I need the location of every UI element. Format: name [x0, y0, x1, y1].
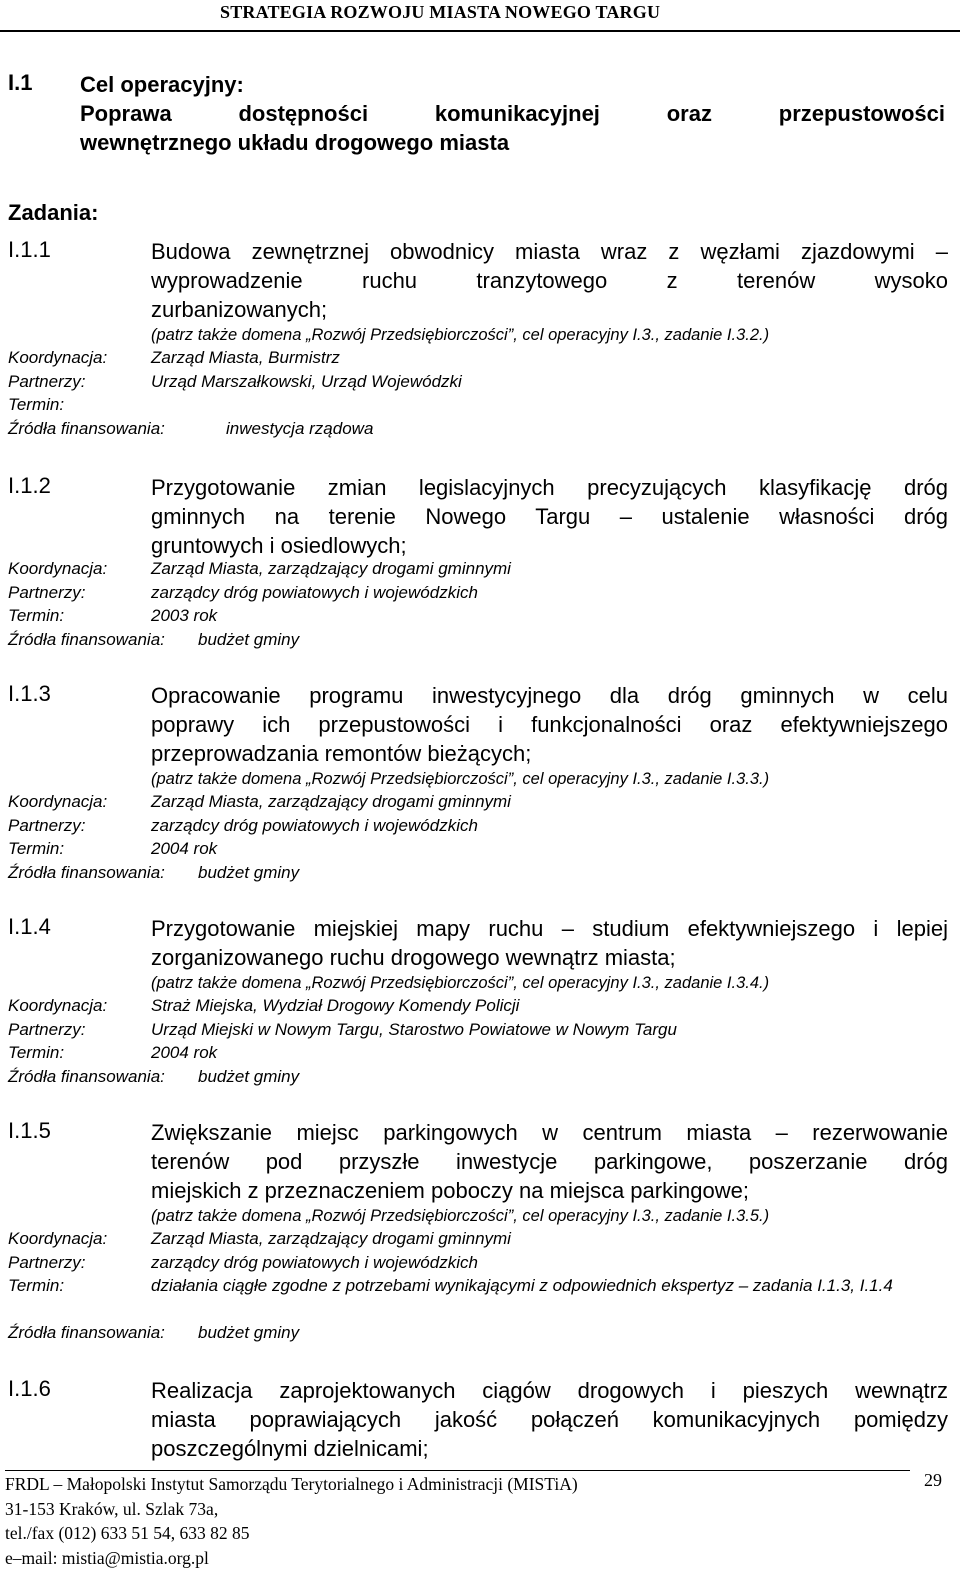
header-divider	[0, 30, 960, 32]
task-number: I.1.2	[8, 473, 51, 498]
partnerzy-label: Partnerzy:	[8, 371, 86, 391]
task-title-line: miejskich z przeznaczeniem poboczy na miejsca parkingowe;	[151, 1178, 749, 1203]
task-title-line: Opracowanie programu inwestycyjnego dla dróg gminnych w celu	[151, 683, 948, 708]
partnerzy-label: Partnerzy:	[8, 815, 86, 835]
task-title-line: wyprowadzenie ruchu tranzytowego z terenów wysoko	[151, 268, 948, 293]
footer-address: 31-153 Kraków, ul. Szlak 73a,	[5, 1498, 219, 1519]
koordynacja-label: Koordynacja:	[8, 559, 108, 578]
partnerzy-value: zarządcy dróg powiatowych i wojewódzkich	[151, 1252, 478, 1272]
task-number: I.1.4	[8, 914, 51, 939]
task-title-line: Budowa zewnętrznej obwodnicy miasta wraz z węzłami zjazdowymi –	[151, 239, 948, 264]
task-title-line: Realizacja zaprojektowanych ciągów drogowych i pieszych wewnątrz	[151, 1378, 948, 1403]
partnerzy-value: Urząd Marszałkowski, Urząd Wojewódzki	[151, 371, 462, 391]
footer-email: e–mail: mistia@mistia.org.pl	[5, 1547, 209, 1568]
termin-label: Termin:	[8, 1276, 65, 1295]
task-number: I.1.6	[8, 1376, 51, 1401]
koordynacja-label: Koordynacja:	[8, 1229, 108, 1248]
task-title	[151, 473, 948, 560]
zrodla-label: Źródła finansowania:	[8, 1323, 165, 1342]
task-title-line: zorganizowanego ruchu drogowego wewnątrz miasta;	[151, 945, 676, 970]
task-meta	[8, 994, 948, 1088]
koordynacja-value: Zarząd Miasta, zarządzający drogami gminnymi	[151, 1229, 511, 1248]
running-header: STRATEGIA ROZWOJU MIASTA NOWEGO TARGU	[220, 2, 661, 22]
task-title-line: Zwiększanie miejsc parkingowych w centrum miasta – rezerwowanie	[151, 1120, 948, 1145]
page-number: 29	[924, 1470, 942, 1490]
tasks-heading: Zadania:	[8, 200, 99, 225]
task-number: I.1.5	[8, 1118, 51, 1143]
termin-label: Termin:	[8, 395, 65, 414]
termin-label: Termin:	[8, 839, 65, 858]
task-title-line: Przygotowanie zmian legislacyjnych precyzujących klasyfikację dróg	[151, 475, 948, 500]
task-meta	[8, 557, 948, 651]
zrodla-label: Źródła finansowania:	[8, 1066, 165, 1086]
termin-value: 2004 rok	[151, 1043, 218, 1062]
goal-title-line: Cel operacyjny:	[80, 72, 244, 97]
partnerzy-label: Partnerzy:	[8, 1252, 86, 1272]
koordynacja-label: Koordynacja:	[8, 348, 108, 367]
task-title-line: terenów pod przyszłe inwestycje parkingowe, poszerzanie dróg	[151, 1149, 948, 1174]
termin-value: 2004 rok	[151, 839, 218, 858]
termin-value: 2003 rok	[151, 606, 218, 625]
termin-value: działania ciągłe zgodne z potrzebami wynikającymi z odpowiednich ekspertyz – zadania I.1.3, I.1.4	[151, 1276, 893, 1295]
koordynacja-label: Koordynacja:	[8, 792, 108, 811]
footer	[5, 1472, 578, 1570]
task-meta	[8, 1227, 948, 1345]
task-title	[151, 1118, 948, 1228]
zrodla-value: budżet gminy	[198, 862, 300, 882]
zrodla-label: Źródła finansowania:	[8, 862, 165, 882]
task-note: (patrz także domena „Rozwój Przedsiębiorczości”, cel operacyjny I.3., zadanie I.3.4.)	[151, 974, 770, 992]
task-title-line: Przygotowanie miejskiej mapy ruchu – studium efektywniejszego i lepiej	[151, 916, 948, 941]
task-title-line: poprawy ich przepustowości i funkcjonalności oraz efektywniejszego	[151, 712, 948, 737]
task-title	[151, 681, 948, 791]
partnerzy-label: Partnerzy:	[8, 1019, 86, 1039]
task-meta	[8, 790, 948, 884]
task-meta	[8, 346, 948, 440]
koordynacja-label: Koordynacja:	[8, 996, 108, 1015]
partnerzy-value: Urząd Miejski w Nowym Targu, Starostwo Powiatowe w Nowym Targu	[151, 1019, 677, 1039]
goal-title	[80, 70, 945, 157]
zrodla-value: inwestycja rządowa	[226, 418, 374, 438]
zrodla-label: Źródła finansowania:	[8, 629, 165, 649]
task-note: (patrz także domena „Rozwój Przedsiębiorczości”, cel operacyjny I.3., zadanie I.3.5.)	[151, 1207, 770, 1225]
task-title-line: poszczególnymi dzielnicami;	[151, 1436, 429, 1461]
koordynacja-value: Zarząd Miasta, zarządzający drogami gminnymi	[151, 792, 511, 811]
task-title-line: gruntowych i osiedlowych;	[151, 533, 407, 558]
koordynacja-value: Zarząd Miasta, Burmistrz	[151, 348, 340, 367]
goal-number: I.1	[8, 70, 33, 95]
zrodla-value: budżet gminy	[198, 1066, 300, 1086]
koordynacja-value: Straż Miejska, Wydział Drogowy Komendy Policji	[151, 996, 520, 1015]
zrodla-value: budżet gminy	[198, 629, 300, 649]
partnerzy-label: Partnerzy:	[8, 582, 86, 602]
footer-divider	[5, 1470, 910, 1471]
task-title-line: zurbanizowanych;	[151, 297, 328, 322]
partnerzy-value: zarządcy dróg powiatowych i wojewódzkich	[151, 582, 478, 602]
termin-label: Termin:	[8, 1043, 65, 1062]
task-note: (patrz także domena „Rozwój Przedsiębiorczości”, cel operacyjny I.3., zadanie I.3.3.)	[151, 770, 770, 788]
task-note: (patrz także domena „Rozwój Przedsiębiorczości”, cel operacyjny I.3., zadanie I.3.2.)	[151, 326, 770, 344]
goal-title-line: Poprawa dostępności komunikacyjnej oraz przepustowości	[80, 101, 945, 126]
partnerzy-value: zarządcy dróg powiatowych i wojewódzkich	[151, 815, 478, 835]
task-number: I.1.3	[8, 681, 51, 706]
termin-label: Termin:	[8, 606, 65, 625]
zrodla-value: budżet gminy	[198, 1323, 300, 1342]
task-title-line: miasta poprawiających jakość połączeń komunikacyjnych pomiędzy	[151, 1407, 948, 1432]
task-number: I.1.1	[8, 237, 51, 262]
task-title	[151, 1376, 948, 1463]
footer-phone: tel./fax (012) 633 51 54, 633 82 85	[5, 1523, 250, 1543]
task-title-line: przeprowadzania remontów bieżących;	[151, 741, 532, 766]
task-title	[151, 237, 948, 347]
koordynacja-value: Zarząd Miasta, zarządzający drogami gminnymi	[151, 559, 511, 578]
task-title	[151, 914, 948, 995]
footer-institution: FRDL – Małopolski Instytut Samorządu Terytorialnego i Administracji (MISTiA)	[5, 1474, 578, 1494]
task-title-line: gminnych na terenie Nowego Targu – ustalenie własności dróg	[151, 504, 948, 529]
goal-title-line: wewnętrznego układu drogowego miasta	[80, 130, 510, 155]
zrodla-label: Źródła finansowania:	[8, 418, 165, 438]
